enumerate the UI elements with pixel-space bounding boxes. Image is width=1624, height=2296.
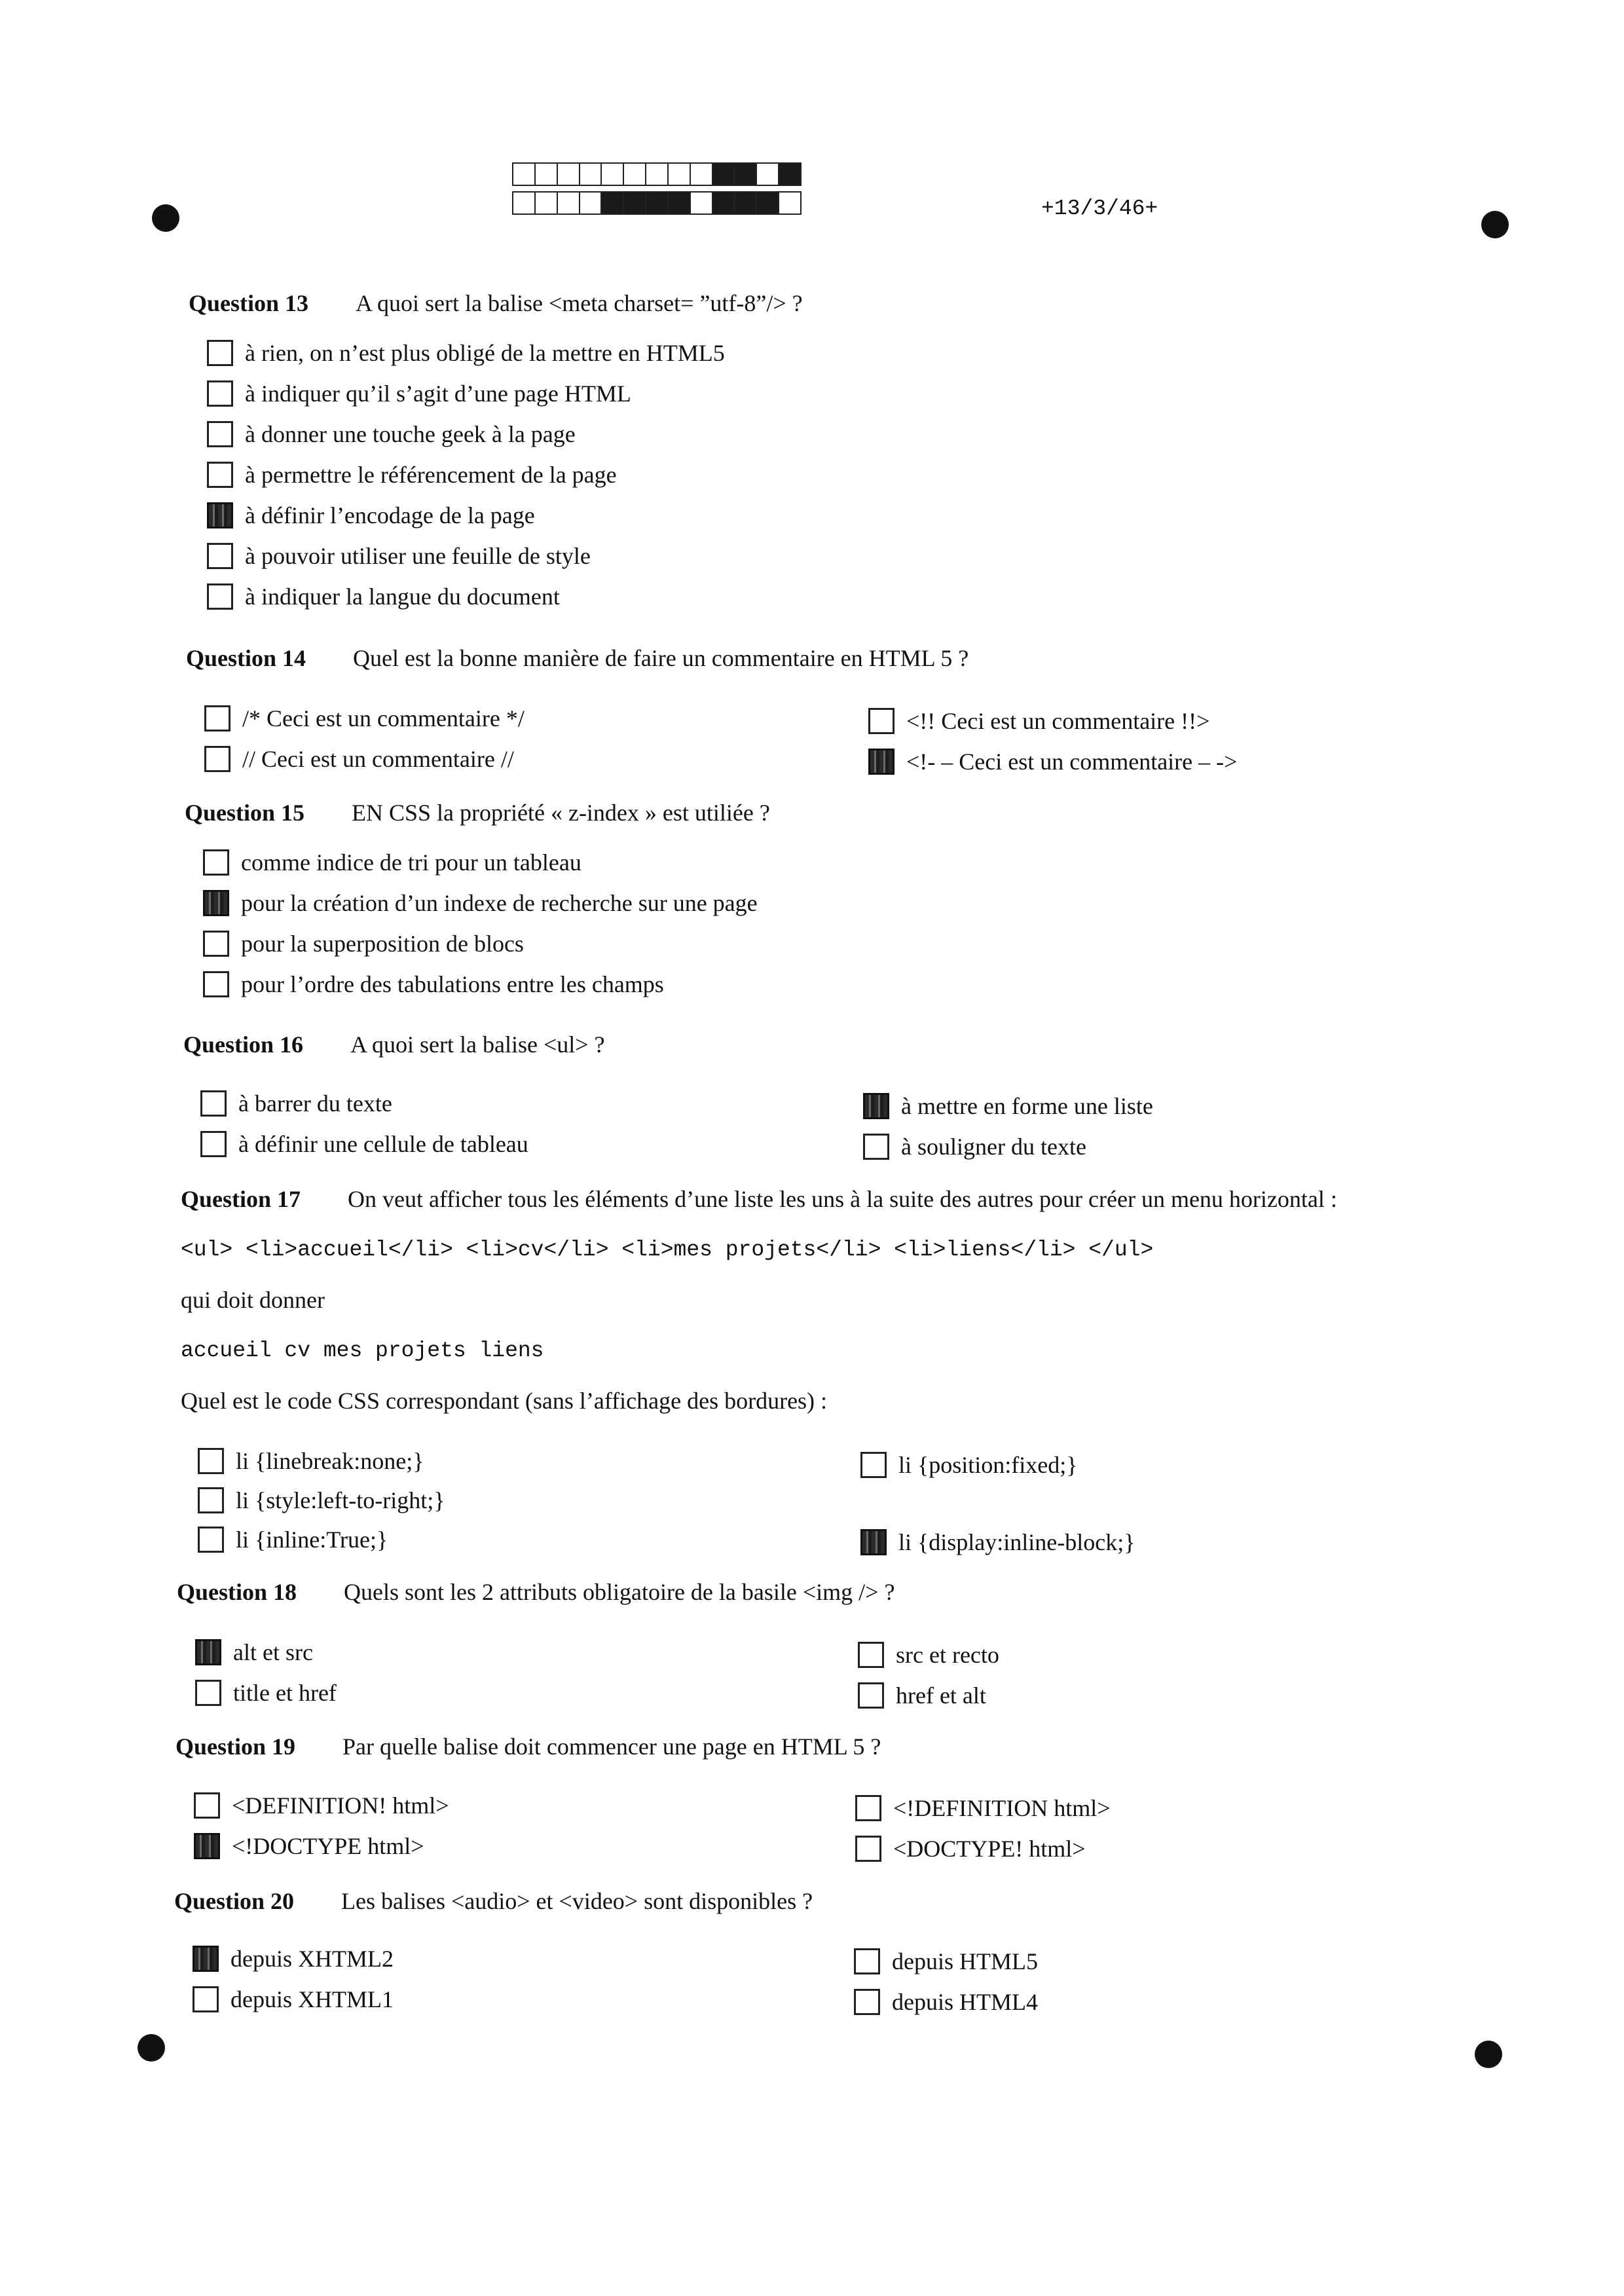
answer-checkbox[interactable] (854, 1989, 880, 2015)
answer-checkbox[interactable] (207, 583, 233, 610)
barcode-cell (778, 191, 802, 215)
barcode-cell (534, 191, 558, 215)
question-16-option-4[interactable] (863, 1133, 1086, 1160)
option-label: pour la superposition de blocs (241, 931, 524, 957)
question-16-heading (183, 1031, 605, 1058)
answer-checkbox[interactable] (204, 705, 231, 731)
option-label: // Ceci est un commentaire // (242, 746, 514, 772)
question-number: Question 18 (177, 1579, 297, 1605)
question-prompt: A quoi sert la balise <ul> ? (350, 1031, 605, 1058)
question-13-option-4[interactable] (207, 461, 617, 489)
question-number: Question 20 (174, 1888, 295, 1914)
option-label: à barrer du texte (238, 1090, 392, 1117)
question-18-option-4[interactable] (858, 1682, 986, 1709)
barcode-cell (778, 162, 802, 186)
question-19-option-2[interactable] (194, 1832, 424, 1860)
answer-checkbox[interactable] (198, 1487, 224, 1513)
registration-mark-bottom-right (1475, 2041, 1502, 2068)
option-label: li {display:inline-block;} (898, 1529, 1135, 1555)
barcode-cell (557, 162, 580, 186)
answer-checkbox[interactable] (868, 708, 895, 734)
answer-checkbox[interactable] (868, 749, 895, 775)
option-label: depuis HTML4 (892, 1989, 1038, 2015)
barcode-cell (600, 191, 624, 215)
question-18-option-2[interactable] (195, 1679, 337, 1707)
barcode-cell (756, 191, 779, 215)
question-number: Question 16 (183, 1031, 304, 1058)
question-17-option-1[interactable] (198, 1447, 424, 1475)
barcode-cell (557, 191, 580, 215)
question-19-option-3[interactable] (855, 1794, 1111, 1822)
answer-checkbox[interactable] (860, 1452, 887, 1478)
answer-checkbox[interactable] (860, 1529, 887, 1555)
option-label: pour l’ordre des tabulations entre les champs (241, 971, 664, 997)
barcode-cell (690, 191, 713, 215)
question-14-heading (186, 644, 969, 672)
option-label: href et alt (896, 1682, 986, 1709)
barcode-cell (645, 191, 669, 215)
question-13-option-3[interactable] (207, 420, 576, 448)
question-17-option-4[interactable] (860, 1451, 1078, 1479)
question-prompt: EN CSS la propriété « z-index » est utiliée ? (352, 800, 770, 826)
question-13-option-6[interactable] (207, 542, 591, 570)
question-18-option-1[interactable] (195, 1639, 313, 1666)
question-16-option-1[interactable] (200, 1090, 392, 1117)
option-label: title et href (233, 1680, 337, 1706)
option-label: pour la création d’un indexe de recherche sur une page (241, 890, 758, 916)
question-16-option-2[interactable] (200, 1130, 528, 1158)
question-14-option-2[interactable] (204, 745, 514, 773)
expected-output: accueil cv mes projets liens (181, 1339, 544, 1363)
answer-checkbox[interactable] (203, 890, 229, 916)
option-label: depuis XHTML2 (231, 1946, 394, 1972)
option-label: à donner une touche geek à la page (245, 421, 576, 447)
question-prompt: A quoi sert la balise <meta charset= ”utf-8”/> ? (356, 290, 803, 316)
barcode-cell (756, 162, 779, 186)
page-id: +13/3/46+ (1041, 196, 1158, 221)
option-label: à définir une cellule de tableau (238, 1131, 528, 1157)
barcode-cell (579, 162, 602, 186)
barcode-row-top (512, 162, 800, 186)
answer-checkbox[interactable] (207, 462, 233, 488)
answer-checkbox[interactable] (194, 1833, 220, 1859)
answer-checkbox[interactable] (195, 1680, 221, 1706)
answer-checkbox[interactable] (198, 1527, 224, 1553)
option-label: comme indice de tri pour un tableau (241, 849, 581, 876)
registration-mark-top-right (1481, 211, 1509, 238)
question-20-option-4[interactable] (854, 1988, 1038, 2016)
question-prompt: Les balises <audio> et <video> sont disponibles ? (341, 1888, 813, 1914)
barcode-cell (623, 162, 646, 186)
question-17-option-5[interactable] (860, 1528, 1135, 1556)
option-label: depuis HTML5 (892, 1948, 1038, 1974)
answer-checkbox[interactable] (203, 849, 229, 876)
answer-checkbox[interactable] (193, 1946, 219, 1972)
option-label: li {style:left-to-right;} (236, 1487, 445, 1513)
question-text: Quel est le code CSS correspondant (sans l’affichage des bordures) : (181, 1388, 828, 1414)
answer-checkbox[interactable] (863, 1093, 889, 1119)
option-label: alt et src (233, 1639, 313, 1665)
option-label: à indiquer la langue du document (245, 583, 560, 610)
answer-checkbox[interactable] (203, 931, 229, 957)
question-17-option-2[interactable] (198, 1487, 445, 1514)
question-14-option-1[interactable] (204, 705, 525, 732)
option-label: à pouvoir utiliser une feuille de style (245, 543, 591, 569)
option-label: à rien, on n’est plus obligé de la mettre en HTML5 (245, 340, 725, 366)
question-20-heading (174, 1887, 813, 1915)
question-18-option-3[interactable] (858, 1641, 999, 1669)
answer-checkbox[interactable] (863, 1134, 889, 1160)
barcode-cell (690, 162, 713, 186)
question-18-heading (177, 1578, 895, 1606)
question-19-heading (175, 1733, 881, 1760)
question-20-option-2[interactable] (193, 1986, 394, 2013)
barcode-cell (667, 162, 691, 186)
option-label: à indiquer qu’il s’agit d’une page HTML (245, 380, 631, 407)
answer-checkbox[interactable] (207, 421, 233, 447)
barcode-cell (623, 191, 646, 215)
option-label: à mettre en forme une liste (901, 1093, 1153, 1119)
question-14-option-3[interactable] (868, 707, 1209, 735)
question-13-option-5[interactable] (207, 502, 535, 529)
question-15-option-1[interactable] (203, 849, 581, 876)
option-label: à définir l’encodage de la page (245, 502, 535, 528)
question-prompt: Quel est la bonne manière de faire un commentaire en HTML 5 ? (353, 645, 969, 671)
question-number: Question 19 (175, 1733, 296, 1760)
answer-checkbox[interactable] (195, 1639, 221, 1665)
barcode-cell (733, 162, 757, 186)
answer-checkbox[interactable] (855, 1836, 881, 1862)
question-15-option-4[interactable] (203, 971, 664, 998)
question-16-option-3[interactable] (863, 1092, 1153, 1120)
answer-checkbox[interactable] (855, 1795, 881, 1821)
question-15-option-2[interactable] (203, 889, 758, 917)
registration-mark-top-left (152, 204, 179, 232)
question-15-heading (185, 799, 770, 826)
question-13-option-2[interactable] (207, 380, 631, 407)
answer-checkbox[interactable] (200, 1131, 227, 1157)
question-13-option-1[interactable] (207, 339, 725, 367)
barcode-cell (645, 162, 669, 186)
option-label: li {position:fixed;} (898, 1452, 1078, 1478)
question-15-option-3[interactable] (203, 930, 524, 957)
barcode-cell (712, 162, 735, 186)
question-number: Question 17 (181, 1186, 301, 1212)
answer-checkbox[interactable] (200, 1090, 227, 1117)
option-label: li {inline:True;} (236, 1527, 388, 1553)
answer-checkbox[interactable] (204, 746, 231, 772)
answer-checkbox[interactable] (858, 1682, 884, 1709)
option-label: src et recto (896, 1642, 999, 1668)
option-label: à permettre le référencement de la page (245, 462, 617, 488)
option-label: <!- – Ceci est un commentaire – -> (906, 749, 1238, 775)
answer-checkbox[interactable] (198, 1448, 224, 1474)
barcode-row-bottom (512, 191, 800, 215)
question-number: Question 13 (189, 290, 309, 316)
question-19-option-4[interactable] (855, 1835, 1086, 1862)
question-20-option-3[interactable] (854, 1948, 1038, 1975)
question-prompt: Par quelle balise doit commencer une page en HTML 5 ? (342, 1733, 881, 1760)
barcode-cell (579, 191, 602, 215)
question-number: Question 15 (185, 800, 305, 826)
registration-mark-bottom-left (138, 2034, 165, 2062)
answer-checkbox[interactable] (207, 543, 233, 569)
option-label: <!DOCTYPE html> (232, 1833, 424, 1859)
barcode-cell (534, 162, 558, 186)
answer-checkbox[interactable] (193, 1986, 219, 2012)
option-label: à souligner du texte (901, 1134, 1086, 1160)
barcode-cell (712, 191, 735, 215)
answer-checkbox[interactable] (858, 1642, 884, 1668)
answer-checkbox[interactable] (207, 502, 233, 528)
barcode-cell (667, 191, 691, 215)
answer-checkbox[interactable] (203, 971, 229, 997)
answer-checkbox[interactable] (194, 1792, 220, 1819)
question-20-option-1[interactable] (193, 1945, 394, 1972)
answer-checkbox[interactable] (207, 380, 233, 407)
code-snippet: <ul> <li>accueil</li> <li>cv</li> <li>mes projets</li> <li>liens</li> </ul> (181, 1238, 1154, 1262)
option-label: <!! Ceci est un commentaire !!> (906, 708, 1210, 734)
option-label: li {linebreak:none;} (236, 1448, 424, 1474)
question-13-option-7[interactable] (207, 583, 560, 610)
barcode-cell (512, 191, 536, 215)
answer-checkbox[interactable] (207, 340, 233, 366)
question-prompt: On veut afficher tous les éléments d’une liste les uns à la suite des autres pour créer un menu horizontal : (348, 1186, 1337, 1212)
option-label: <!DEFINITION html> (893, 1795, 1111, 1821)
question-17-option-3[interactable] (198, 1526, 388, 1553)
question-17-heading (181, 1185, 1337, 1213)
barcode-cell (600, 162, 624, 186)
question-19-option-1[interactable] (194, 1792, 449, 1819)
option-label: /* Ceci est un commentaire */ (242, 705, 525, 731)
barcode-cell (512, 162, 536, 186)
option-label: <DOCTYPE! html> (893, 1836, 1086, 1862)
question-number: Question 14 (186, 645, 306, 671)
intermediate-text: qui doit donner (181, 1287, 325, 1313)
barcode-cell (733, 191, 757, 215)
answer-checkbox[interactable] (854, 1948, 880, 1974)
question-prompt: Quels sont les 2 attributs obligatoire de la basile <img /> ? (344, 1579, 895, 1605)
question-13-heading (189, 289, 803, 317)
option-label: <DEFINITION! html> (232, 1792, 449, 1819)
option-label: depuis XHTML1 (231, 1986, 394, 2012)
question-14-option-4[interactable] (868, 748, 1237, 775)
